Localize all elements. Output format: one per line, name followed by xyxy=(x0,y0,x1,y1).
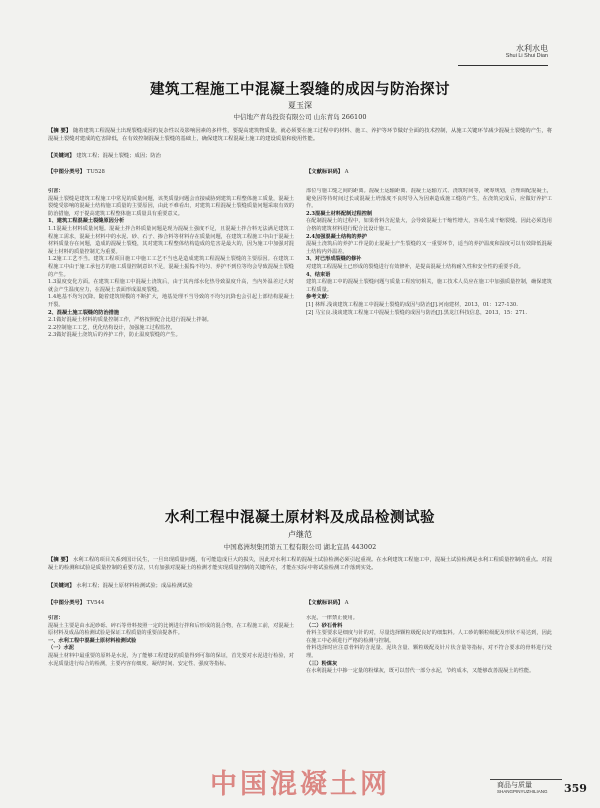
doc-code-value: A xyxy=(344,169,349,175)
column-label xyxy=(506,44,548,60)
body-paragraph: 混凝土材料中最重要的原料是水泥，为了能够工程建设的质量得到可靠的保证，首先要对水泥进行检验，对水泥质量进行综合的检测，主要内容有细度、凝结时间、安定性、强度等指标。 xyxy=(48,652,294,667)
abstract-label: 【摘 要】 xyxy=(48,557,72,563)
keywords-text: 建筑工程；混凝土裂缝；成因；防治 xyxy=(76,153,161,159)
article2-clc xyxy=(48,598,104,606)
body-paragraph: 在水利混凝土中掺一定量的粉煤灰，既可以替代一部分水泥，节约成本，又能够改善混凝土的性能。 xyxy=(306,668,535,675)
article2-abstract xyxy=(48,556,552,572)
keywords-label: 【关键词】 xyxy=(48,583,75,589)
section-heading: 一、水利工程中混凝土原材料检测试验 xyxy=(48,637,137,644)
header-divider xyxy=(458,65,548,66)
section-heading: 1、建筑工程混凝土裂缝原因分析 xyxy=(48,218,125,225)
body-paragraph: 2.1做好混凝土材料的质量控制工作，严格按照配合比进行混凝土拌制。 xyxy=(48,317,212,324)
body-paragraph: 在配制混凝土的过程中，如果骨料含泥量大，会导致混凝土干缩性增大，容易生成干缩裂缝。因此必须选用合格的建筑材料进行配合比设计施工。 xyxy=(306,218,552,232)
subsection-heading: （三）粉煤灰 xyxy=(306,660,338,667)
article2-title: 水利工程中混凝土原材料及成品检测试验 xyxy=(165,509,435,526)
article1-keywords xyxy=(48,152,552,160)
subsection-heading: （一）水泥 xyxy=(48,645,74,652)
keywords-text: 水利工程；混凝土原材料检测试验；成品检测试验 xyxy=(76,583,193,589)
body-paragraph: 1.4地基不均匀沉降。随着建筑规模的不断扩大，地基处理不当导致的不均匀沉降也会引起上部结构混凝土开裂。 xyxy=(48,294,294,308)
subsection-heading: （二）砂石骨料 xyxy=(306,622,343,629)
body-paragraph: 1.1混凝土材料质量问题。混凝土拌合料质量问题是现为混凝土强度不足，且混凝土拌合料无法满足建筑工程施工需求，混凝土材料中的水泥、砂、石子、掺合料等材料存在质量问题，在建筑工程施工中由于混凝土材料质量存在问题，造成的混凝土裂缝，其对建筑工程整体结构造成的危害是最大的，因为施工中加强对混凝土材料的质量控制尤为重要。 xyxy=(48,225,294,255)
body-paragraph: 水泥，一律禁止使用。 xyxy=(306,615,358,621)
section-heading: 4、结束语 xyxy=(306,271,331,278)
column-label-en: Shui Li Shui Dian xyxy=(505,53,548,60)
article1-title: 建筑工程施工中混凝土裂缝的成因与防治探讨 xyxy=(150,81,450,98)
article2-keywords xyxy=(48,582,552,590)
watermark: 中国混凝土网 xyxy=(210,769,390,800)
body-paragraph: 骨料选择时应注意骨料的含泥量、泥块含量、颗粒级配及针片状含量等指标，对不符合要求的骨料进行处理。 xyxy=(306,645,552,659)
article2-body-left xyxy=(48,615,294,765)
journal-brand xyxy=(497,782,548,795)
intro-heading: 引言： xyxy=(48,615,64,621)
article1-clc xyxy=(48,167,105,175)
clc-label: 【中图分类号】 xyxy=(48,600,86,606)
column-label-cn: 水利水电 xyxy=(516,44,548,53)
page-number: 359 xyxy=(564,782,587,795)
section-heading: 2、混凝土施工裂缝的防治措施 xyxy=(48,309,120,316)
references-heading: 参考文献： xyxy=(306,294,332,301)
abstract-label: 【摘 要】 xyxy=(48,128,72,134)
body-paragraph: 混凝土裂缝是建筑工程施工中常见的质量问题，该类质量问题会直接威胁到建筑工程整体施工质量，混凝土裂缝受影响的混凝土结构施工质量的主要原因，由此不难看出，对建筑工程混凝土裂缝质量问题采取有效的防治措施，对于提高建筑工程整体施工质量具有重要意义。 xyxy=(48,195,294,217)
article1-author: 夏玉深 xyxy=(288,101,312,110)
body-paragraph: 部位与施工缝之间的距离。混凝土运输距离、混凝土运输方式、浇筑时间等，统筹规划，合理调配混凝土，避免因等待时间过长或混凝土坍落度不良时导入为因素造成施工缝的产生，在浇筑完成后，应做好养护工作。 xyxy=(306,188,552,210)
intro-heading: 引言： xyxy=(48,188,64,194)
section-heading: 3、对已形成裂缝的修补 xyxy=(306,256,362,263)
clc-label: 【中图分类号】 xyxy=(48,169,86,175)
body-paragraph: 1.2施工工艺不当。建筑工程项目施工中施工工艺不当也是造成建筑工程混凝土裂缝的主要原因。在建筑工程施工中由于施工承包方的施工质量控制意识不足，混凝土振捣不均匀、养护不到位等均会导致混凝土裂缝的产生。 xyxy=(48,256,294,278)
section-heading: 2.3混凝土材料配制过程控制 xyxy=(306,210,373,217)
article2-affiliation: 中国葛洲坝集团第五工程有限公司 湖北宜昌 443002 xyxy=(223,543,377,551)
body-paragraph: 2.3做好混凝土浇筑后的养护工作，防止温度裂缝的产生。 xyxy=(48,332,181,339)
body-paragraph: 1.3温度变化方面。在建筑工程施工中混凝土浇筑后，由于其内部水化热导致温度升高，当内外温差过大时就会产生温度应力，在混凝土表面形成温度裂缝。 xyxy=(48,279,294,293)
clc-value: TV544 xyxy=(86,600,105,606)
article1-affiliation: 中信地产青岛投资有限公司 山东青岛 266100 xyxy=(233,113,367,121)
footer-divider xyxy=(490,779,562,780)
body-paragraph: 混凝土浇筑后的养护工作是防止混凝土产生裂缝的又一重要环节，适当的养护温度和湿度可以有效降低混凝土结构内外温差。 xyxy=(306,241,552,255)
clc-value: TU528 xyxy=(86,169,105,175)
article1-abstract xyxy=(48,127,552,143)
reference-item: [2] 马宝良.浅谈建筑工程施工中混凝土裂缝的成因与防治[J].黑龙江科技信息，2013，15：271. xyxy=(306,309,527,316)
abstract-text: 水利工程的项目关系到国计民生，一旦出现质量问题，有可能造成巨大的损失，因此对水利工程的混凝土试验检测必须引起重视。在水利建筑工程施工中，混凝土试验检测是水利工程质量控制的重点。对混凝土的检测和试验是质量控制的重要方法，只有加强对混凝土的检测才能实现质量控制的关键所在，才能在实际中将试验检测工作落到实处。 xyxy=(48,557,552,571)
article1-body-left xyxy=(48,188,294,498)
body-paragraph: 混凝土主要是由水泥砂砾、碎石等骨料按照一定的比例进行拌和后形成的混合物，在工程施工前，对混凝土原材料及成品的检测试验是保证工程质量的重要前提条件。 xyxy=(48,622,294,637)
journal-brand-cn: 商品与质量 xyxy=(497,781,532,789)
body-paragraph: 2.2控制施工工艺，优化结构设计，加强施工过程监控。 xyxy=(48,324,176,331)
body-paragraph: 骨料主要要求是细度与针的对，尽量选择颗粒级配良好的细集料。人工砂的颗粒级配及形状不易达到，因此在施工中必须进行严格的检测与控制。 xyxy=(306,630,552,644)
keywords-label: 【关键词】 xyxy=(48,153,75,159)
body-paragraph: 建筑工程施工中的混凝土裂缝问题与质量工程密切相关，施工技术人员应在施工中加强质量控制，确保建筑工程质量。 xyxy=(306,279,552,293)
abstract-text: 随着建筑工程混凝土出现裂缝成因的复杂性以及影响因素的多样性，要提高建筑物质量，就必须要在施工过程中的材料、施工、养护等环节做好全面的技术控制，从施工关键环节减少混凝土裂缝的产生，将混凝土裂缝对建成的危害降低，在有效控制混凝土裂缝的基础上，确保建筑工程混凝土施工的建设质量和使用性能。 xyxy=(48,128,552,142)
article2-doc-code xyxy=(306,598,349,606)
journal-brand-en: SHANGPINYUZHILIANG xyxy=(497,788,548,794)
reference-item: [1] 林辉.浅谈建筑工程施工中混凝土裂缝的成因与防治[J].河南建材，2013，01：127-130. xyxy=(306,301,518,308)
doc-code-value: A xyxy=(344,600,349,606)
article2-author: 卢继范 xyxy=(288,530,312,539)
article2-body-right xyxy=(306,615,552,765)
article1-body-right xyxy=(306,188,552,498)
doc-code-label: 【文献标识码】 xyxy=(306,600,344,606)
body-paragraph: 对建筑工程混凝土已形成的裂缝进行有效修补，是提高混凝土结构耐久性和安全性的重要手段。 xyxy=(306,263,524,270)
doc-code-label: 【文献标识码】 xyxy=(306,169,344,175)
section-heading: 2.4加强混凝土结构的养护 xyxy=(306,233,367,240)
article1-doc-code xyxy=(306,167,349,175)
